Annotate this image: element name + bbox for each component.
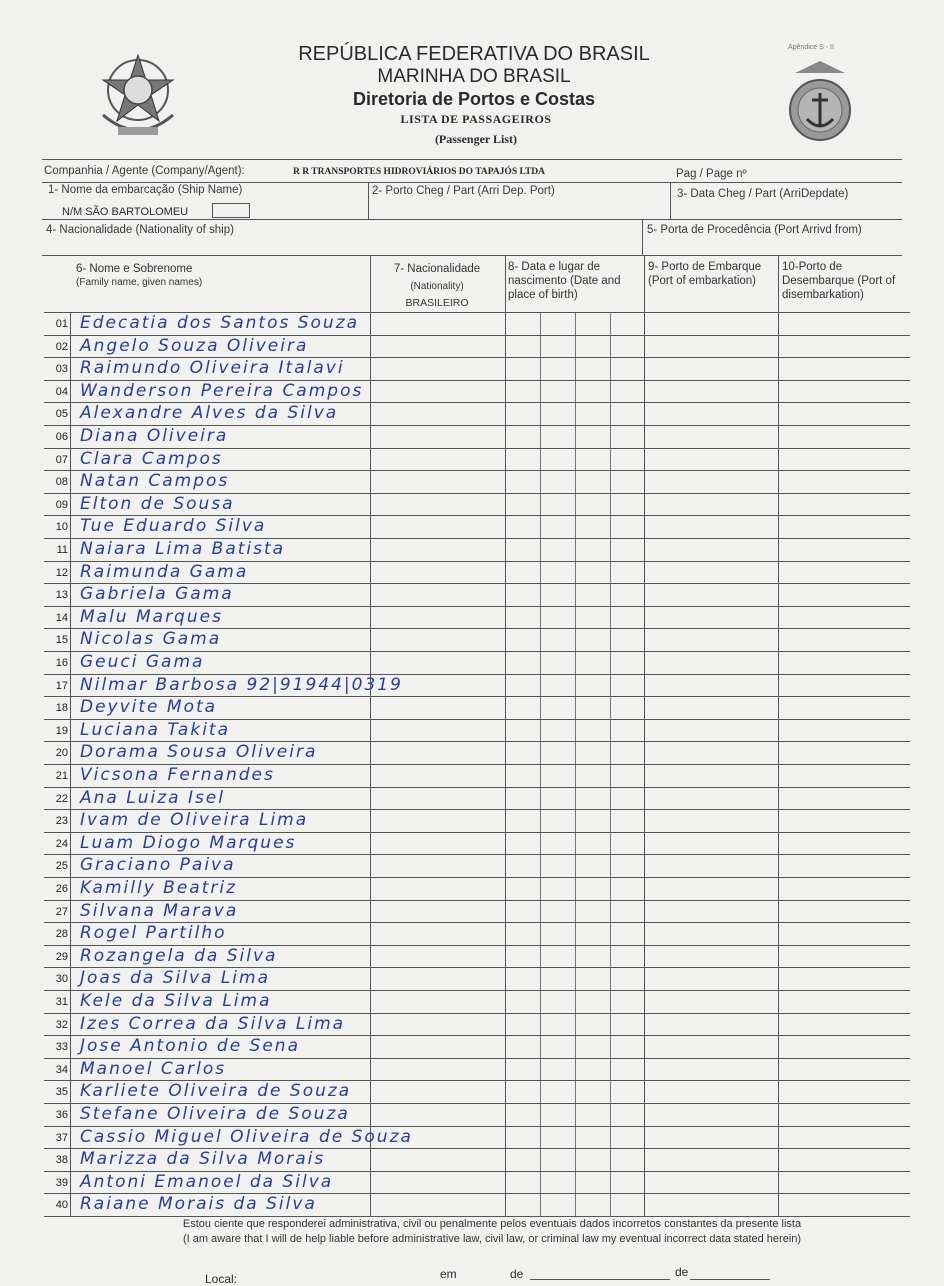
row-number: 33	[55, 1041, 68, 1054]
row-number: 40	[55, 1199, 68, 1212]
footer-de-label-2: de	[675, 1265, 689, 1279]
passenger-name: Dorama Sousa Oliveira	[80, 742, 318, 763]
passenger-name: Nicolas Gama	[80, 629, 222, 650]
passenger-name: Marizza da Silva Morais	[80, 1149, 326, 1170]
col-embark-header: 9- Porto de Embarque (Port of embarkation)	[648, 261, 762, 287]
row-number: 35	[55, 1086, 68, 1099]
col-disembark-header: 10-Porto de Desembarque (Port of disembarkation)	[782, 261, 896, 301]
row-number: 37	[55, 1131, 68, 1144]
footer-declaration-en: (I am aware that I will de help liable before administrative law, civil law, or criminal law my eventual incorrect data stated herein)	[182, 1233, 802, 1245]
row-number: 36	[55, 1109, 68, 1121]
passenger-name: Diana Oliveira	[80, 426, 229, 446]
row-number: 30	[55, 973, 68, 986]
header-title-list-en: (Passenger List)	[434, 132, 518, 146]
passenger-name: Luciana Takita	[80, 719, 230, 740]
passenger-name: Angelo Souza Oliveira	[80, 335, 309, 356]
passenger-name: Kele da Silva Lima	[80, 991, 272, 1011]
row-number: 23	[55, 815, 68, 828]
header-title-republic: REPÚBLICA FEDERATIVA DO BRASIL	[298, 43, 650, 65]
passenger-name: Rozangela da Silva	[80, 945, 278, 966]
col-name-subtitle: (Family name, given names)	[76, 277, 203, 288]
passenger-name: Raimundo Oliveira Italavi	[80, 358, 345, 379]
passenger-name: Ana Luiza Isel	[80, 787, 225, 808]
row-number: 27	[55, 905, 68, 918]
passenger-name: Manoel Carlos	[80, 1058, 227, 1079]
grid-column-divider	[644, 255, 645, 1216]
row-number: 14	[55, 611, 68, 624]
footer-declaration-pt: Estou ciente que responderei administrativa, civil ou penalmente pelos eventuais dados incorretos constantes da presente lista	[182, 1218, 802, 1230]
row-number: 32	[55, 1018, 68, 1031]
header-title-list: LISTA DE PASSAGEIROS	[400, 112, 552, 126]
row-number: 05	[55, 408, 68, 421]
row-number: 09	[55, 498, 68, 511]
row-number: 10	[55, 521, 68, 534]
row-number: 19	[55, 724, 68, 737]
footer-local-label: Local:	[205, 1272, 238, 1286]
passenger-name: Alexandre Alves da Silva	[80, 403, 339, 424]
passenger-name: Edecatia dos Santos Souza	[80, 313, 360, 333]
ship-name-label: 1- Nome da embarcação (Ship Name)	[48, 184, 243, 196]
passenger-name: Naiara Lima Batista	[80, 539, 286, 559]
row-number: 31	[55, 996, 68, 1008]
row-number: 03	[55, 363, 68, 376]
passenger-name: Luam Diogo Marques	[80, 832, 297, 853]
row-number: 29	[55, 950, 68, 963]
col-nationality-subtitle: (Nationality)	[410, 281, 464, 292]
passenger-name: Raiane Morais da Silva	[80, 1194, 317, 1215]
passenger-name: Malu Marques	[80, 606, 223, 627]
col-nationality-value: BRASILEIRO	[405, 297, 469, 309]
footer-em-label: em	[440, 1267, 457, 1281]
row-number: 21	[55, 770, 68, 782]
passenger-name: Kamilly Beatriz	[80, 878, 237, 898]
row-number: 24	[55, 837, 68, 850]
ship-nationality-label: 4- Nacionalidade (Nationality of ship)	[46, 224, 234, 236]
passenger-name: Karliete Oliveira de Souza	[80, 1081, 352, 1102]
row-number: 13	[55, 589, 68, 602]
row-number: 18	[55, 702, 68, 715]
row-number: 38	[55, 1154, 68, 1167]
passenger-name: Rogel Partilho	[80, 923, 227, 944]
date-label: 3- Data Cheg / Part (ArriDepdate)	[677, 188, 849, 200]
company-label: Companhia / Agente (Company/Agent):	[44, 165, 245, 177]
port-origin-label: 5- Porta de Procedência (Port Arrivd from)	[647, 224, 862, 236]
ship-name-value: N/M SÃO BARTOLOMEU	[62, 206, 189, 218]
row-number: 34	[55, 1063, 68, 1076]
passenger-name: Clara Campos	[80, 448, 223, 469]
row-number: 02	[55, 340, 68, 353]
passenger-name: Deyvite Mota	[80, 697, 218, 718]
passenger-name: Joas da Silva Lima	[80, 968, 270, 989]
header-title-navy: MARINHA DO BRASIL	[377, 66, 571, 87]
col-name-header	[76, 262, 356, 290]
col-nationality-header	[372, 262, 502, 310]
passenger-name: Wanderson Pereira Campos	[80, 380, 364, 401]
grid-column-divider	[505, 255, 506, 1216]
passenger-name: Natan Campos	[80, 471, 230, 492]
row-number: 26	[55, 883, 68, 895]
passenger-name: Cassio Miguel Oliveira de Souza	[80, 1126, 413, 1147]
row-number: 11	[56, 544, 68, 556]
row-number: 39	[55, 1176, 68, 1189]
ship-name-box	[212, 203, 250, 218]
row-number: 22	[55, 792, 68, 805]
passenger-name: Ivam de Oliveira Lima	[80, 810, 309, 831]
row-number: 16	[55, 657, 68, 669]
passenger-name: Nilmar Barbosa 92|91944|0319	[80, 674, 403, 695]
grid-column-divider	[370, 255, 371, 1216]
col-birth-header: 8- Data e lugar de nascimento (Date and place of birth)	[508, 261, 621, 301]
row-number: 28	[55, 928, 68, 941]
row-number: 08	[55, 476, 68, 489]
col-nationality-title: 7- Nacionalidade	[393, 263, 481, 275]
row-number: 25	[55, 860, 68, 873]
header-title-directorate: Diretoria de Portos e Costas	[352, 89, 596, 109]
row-number: 06	[55, 431, 68, 443]
passenger-name: Silvana Marava	[80, 900, 239, 921]
passenger-name: Stefane Oliveira de Souza	[80, 1104, 350, 1124]
row-number: 15	[55, 634, 68, 647]
passenger-name: Antoni Emanoel da Silva	[80, 1171, 334, 1192]
company-value: R R TRANSPORTES HIDROVIÁRIOS DO TAPAJÓS LTDA	[293, 167, 545, 177]
passenger-name: Vicsona Fernandes	[80, 765, 275, 785]
passenger-name: Tue Eduardo Silva	[80, 516, 267, 537]
page-label: Pag / Page nº	[676, 168, 747, 180]
passenger-name: Geuci Gama	[80, 652, 205, 672]
row-number: 04	[55, 385, 68, 398]
row-number: 17	[55, 679, 68, 692]
passenger-name: Raimunda Gama	[80, 561, 249, 582]
passenger-name: Izes Correa da Silva Lima	[80, 1013, 346, 1034]
row-number: 01	[55, 318, 68, 330]
row-number: 20	[55, 747, 68, 760]
passenger-name: Gabriela Gama	[80, 584, 234, 605]
appendix-label: Apêndice S - II	[788, 44, 834, 51]
passenger-name: Elton de Sousa	[80, 493, 235, 514]
grid-column-divider	[778, 255, 779, 1216]
port-label: 2- Porto Cheg / Part (Arri Dep. Port)	[372, 185, 555, 197]
row-number: 07	[55, 453, 68, 466]
passenger-name: Jose Antonio de Sena	[80, 1036, 301, 1057]
row-number: 12	[55, 566, 68, 579]
footer-de-label-1: de	[510, 1267, 524, 1281]
passenger-name: Graciano Paiva	[80, 855, 236, 876]
grid-bottom-line	[44, 1216, 910, 1217]
col-name-title: 6- Nome e Sobrenome	[76, 263, 193, 275]
